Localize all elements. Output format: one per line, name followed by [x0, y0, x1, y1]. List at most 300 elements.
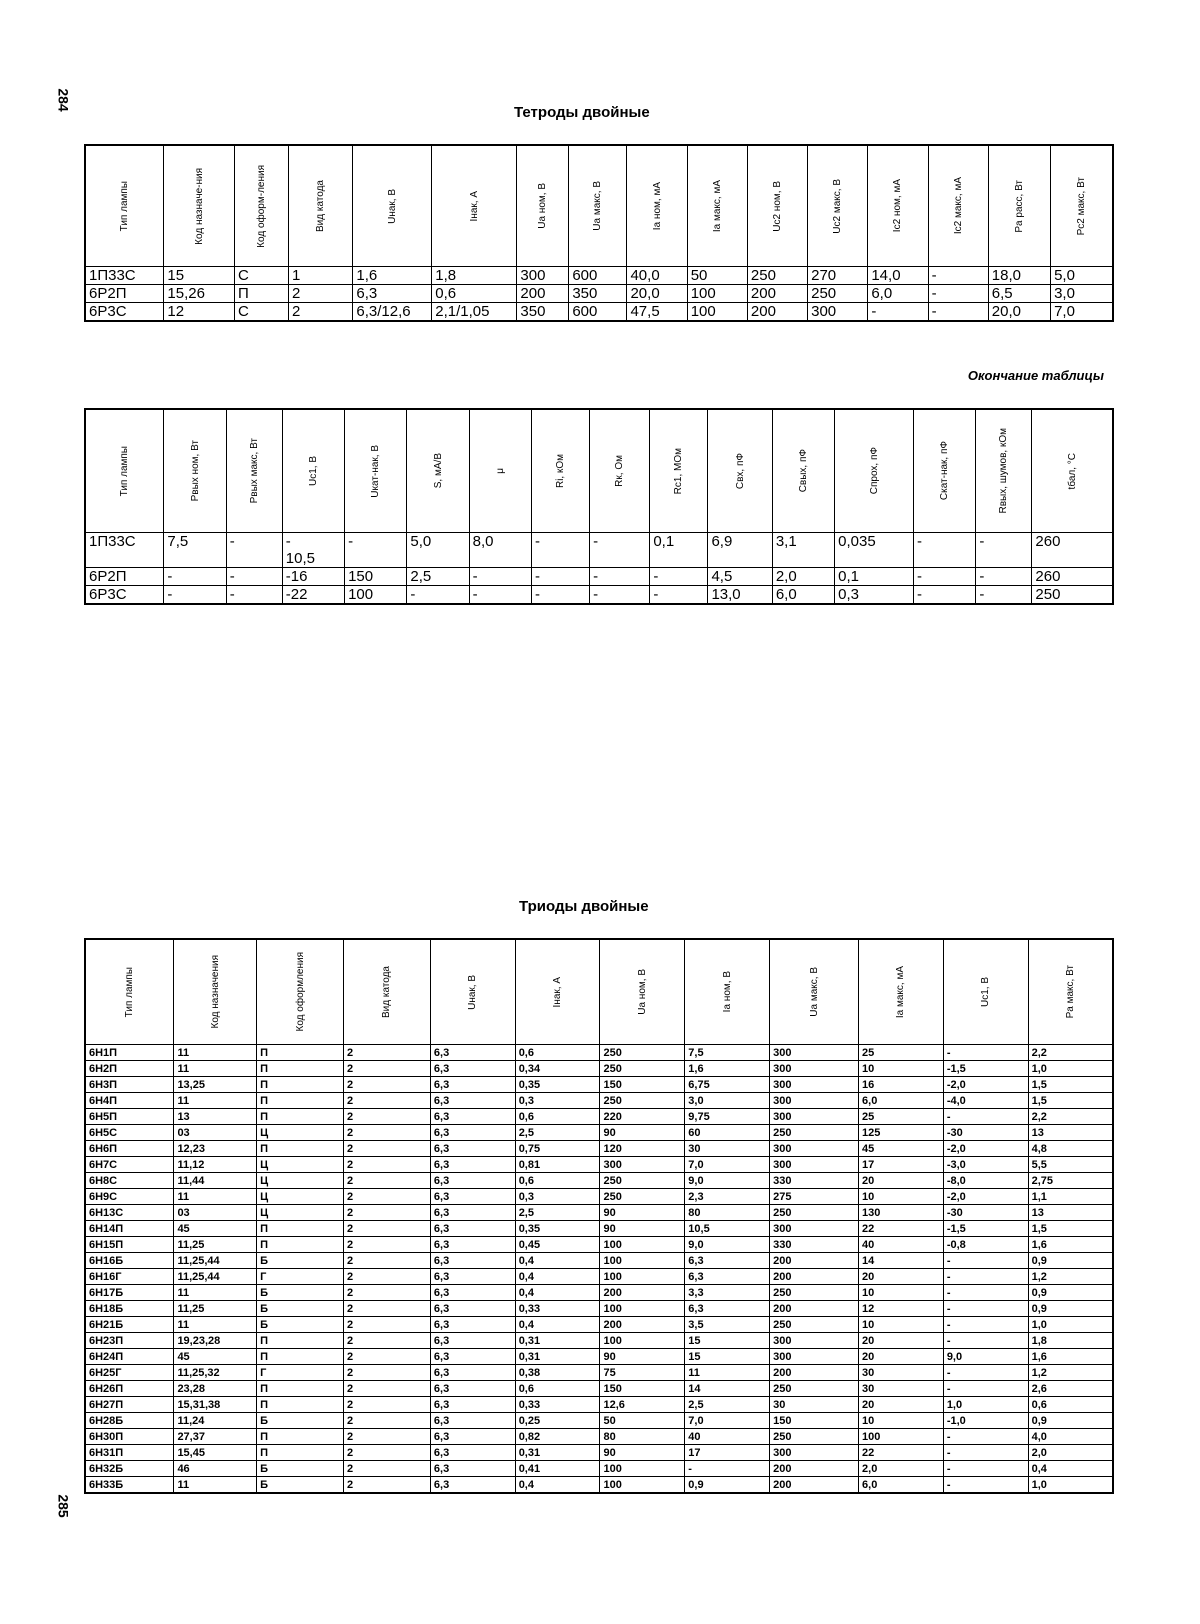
- table-cell: 13,25: [174, 1077, 257, 1093]
- table-cell: 300: [808, 303, 868, 322]
- table-cell: 6,3: [430, 1381, 515, 1397]
- table-cell: 220: [600, 1109, 685, 1125]
- table-cell: Б: [257, 1477, 344, 1494]
- table-cell: 2,1/1,05: [432, 303, 517, 322]
- table-cell: 11,25: [174, 1301, 257, 1317]
- column-header-label: Rс1, МОм: [673, 447, 685, 495]
- column-header: [708, 409, 772, 533]
- lamp-type-cell: 6Н30П: [85, 1429, 174, 1445]
- table-cell: 15,45: [174, 1445, 257, 1461]
- table-row: [85, 1125, 1113, 1141]
- column-header-label: Тип лампы: [124, 966, 136, 1018]
- table-cell: 250: [770, 1125, 859, 1141]
- page-number-bottom: 285: [55, 1494, 72, 1518]
- table-cell: Ц: [257, 1205, 344, 1221]
- table-cell: -: [928, 285, 988, 303]
- table-cell: 250: [770, 1317, 859, 1333]
- column-header: [770, 939, 859, 1045]
- table-row: [85, 267, 1113, 285]
- table-cell: 600: [569, 267, 627, 285]
- table-cell: 2: [344, 1365, 431, 1381]
- column-header: [976, 409, 1032, 533]
- table-cell: 30: [859, 1365, 944, 1381]
- column-header-label: Код назначения: [209, 955, 221, 1029]
- table-cell: -: [943, 1445, 1028, 1461]
- table-cell: Г: [257, 1269, 344, 1285]
- column-header-label: Uа ном, В: [537, 183, 549, 229]
- table-cell: 2: [344, 1061, 431, 1077]
- table-cell: 5,5: [1028, 1157, 1113, 1173]
- table-cell: 2: [344, 1221, 431, 1237]
- table-cell: -: [407, 586, 469, 605]
- column-header-label: Uнак, В: [467, 974, 479, 1010]
- column-header: [627, 145, 687, 267]
- lamp-type-cell: 6Н28Б: [85, 1413, 174, 1429]
- table-cell: 6,3: [430, 1445, 515, 1461]
- table-cell: 6,3: [430, 1461, 515, 1477]
- table-cell: 0,25: [515, 1413, 600, 1429]
- table-cell: 100: [600, 1333, 685, 1349]
- table-cell: 13: [174, 1109, 257, 1125]
- table-cell: 90: [600, 1125, 685, 1141]
- table-cell: -: [590, 568, 650, 586]
- column-header-label: Uа ном, В: [636, 969, 648, 1015]
- table-cell: 250: [600, 1173, 685, 1189]
- lamp-type-cell: 1П33С: [85, 533, 164, 568]
- column-header-label: Uс1, В: [980, 976, 992, 1007]
- table-cell: 300: [517, 267, 569, 285]
- table-cell: -: [943, 1333, 1028, 1349]
- table-cell: 2: [344, 1269, 431, 1285]
- table-cell: 20: [859, 1349, 944, 1365]
- table-cell: 47,5: [627, 303, 687, 322]
- header-row: [85, 409, 1113, 533]
- column-header-label: Вид катода: [315, 179, 327, 232]
- table-row: [85, 1285, 1113, 1301]
- table-cell: 11: [174, 1477, 257, 1494]
- table-row: [85, 1221, 1113, 1237]
- column-header-label: Тип лампы: [119, 180, 131, 232]
- column-header-label: Pвых ном, Вт: [189, 440, 201, 502]
- table-cell: 0,31: [515, 1349, 600, 1365]
- table-cell: 1,2: [1028, 1269, 1113, 1285]
- table-row: [85, 1397, 1113, 1413]
- table-cell: 20: [859, 1333, 944, 1349]
- table-cell: 0,41: [515, 1461, 600, 1477]
- column-header: [928, 145, 988, 267]
- column-header-label: Uс2 ном, В: [772, 180, 784, 232]
- table-cell: Б: [257, 1413, 344, 1429]
- table-row: [85, 1269, 1113, 1285]
- table-row: [85, 1077, 1113, 1093]
- table-cell: 0,35: [515, 1077, 600, 1093]
- lamp-type-cell: 6Р3С: [85, 303, 164, 322]
- table-cell: 6,3: [430, 1349, 515, 1365]
- table-cell: -: [469, 568, 531, 586]
- column-header-label: Uнак, В: [386, 188, 398, 224]
- table-row: [85, 1333, 1113, 1349]
- table-cell: 0,9: [1028, 1301, 1113, 1317]
- table-cell: 10: [859, 1317, 944, 1333]
- table-row: [85, 1413, 1113, 1429]
- column-header-label: Iа макс, мА: [711, 179, 723, 233]
- column-header-label: Iнак, А: [468, 190, 480, 222]
- table-cell: 11,12: [174, 1157, 257, 1173]
- table-cell: 16: [859, 1077, 944, 1093]
- column-header: [590, 409, 650, 533]
- table-cell: 250: [770, 1381, 859, 1397]
- column-header: [164, 145, 235, 267]
- table-row: [85, 1253, 1113, 1269]
- lamp-type-cell: 6Н14П: [85, 1221, 174, 1237]
- table-cell: 2: [344, 1349, 431, 1365]
- column-header: [517, 145, 569, 267]
- table-cell: 6,3: [430, 1093, 515, 1109]
- table-row: [85, 285, 1113, 303]
- lamp-type-cell: 6Р3С: [85, 586, 164, 605]
- table-cell: -: [531, 568, 589, 586]
- table-cell: 90: [600, 1221, 685, 1237]
- table-cell: -: [914, 568, 976, 586]
- column-header-label: Uс1, В: [307, 455, 319, 486]
- table-cell: 7,0: [1051, 303, 1113, 322]
- table-cell: 250: [1032, 586, 1113, 605]
- table-cell: 0,31: [515, 1445, 600, 1461]
- column-header: [772, 409, 834, 533]
- table-cell: 45: [174, 1349, 257, 1365]
- table-cell: 1,8: [432, 267, 517, 285]
- column-header: [914, 409, 976, 533]
- lamp-type-cell: 6Н23П: [85, 1333, 174, 1349]
- table-row: [85, 1461, 1113, 1477]
- table-cell: 0,9: [1028, 1285, 1113, 1301]
- table-cell: 0,81: [515, 1157, 600, 1173]
- table-cell: 300: [770, 1045, 859, 1061]
- lamp-type-cell: 6Н4П: [85, 1093, 174, 1109]
- table-row: [85, 533, 1113, 568]
- table-cell: 150: [600, 1381, 685, 1397]
- table-cell: 12,6: [600, 1397, 685, 1413]
- table-cell: 0,9: [685, 1477, 770, 1494]
- table-cell: -: [928, 303, 988, 322]
- table-cell: 18,0: [988, 267, 1050, 285]
- table-cell: -30: [943, 1205, 1028, 1221]
- table-cell: 6,3: [430, 1125, 515, 1141]
- table-row: [85, 1381, 1113, 1397]
- table-cell: 5,0: [1051, 267, 1113, 285]
- table-cell: 80: [685, 1205, 770, 1221]
- column-header: [515, 939, 600, 1045]
- table-cell: 330: [770, 1237, 859, 1253]
- column-header-label: Код оформления: [294, 952, 306, 1032]
- table-cell: -: [914, 533, 976, 568]
- column-header: [988, 145, 1050, 267]
- table-cell: 350: [517, 303, 569, 322]
- column-header-label: Rвых, шумов, кОм: [998, 428, 1010, 514]
- table-cell: 0,3: [515, 1189, 600, 1205]
- table-cell: 130: [859, 1205, 944, 1221]
- table-cell: 250: [600, 1061, 685, 1077]
- column-header: [430, 939, 515, 1045]
- table-cell: 6,3: [430, 1221, 515, 1237]
- column-header: [1051, 145, 1113, 267]
- table-cell: Г: [257, 1365, 344, 1381]
- table-cell: П: [257, 1349, 344, 1365]
- column-header-label: Pа макс, Вт: [1064, 965, 1076, 1019]
- table-cell: 6,5: [988, 285, 1050, 303]
- column-header: [345, 409, 407, 533]
- table-cell: 2: [344, 1317, 431, 1333]
- page-number-top: 284: [55, 88, 72, 112]
- table-cell: Ц: [257, 1189, 344, 1205]
- table-cell: 11,25: [174, 1237, 257, 1253]
- table-cell: -: [868, 303, 928, 322]
- table-cell: 13: [1028, 1125, 1113, 1141]
- table-cell: 45: [174, 1221, 257, 1237]
- lamp-type-cell: 6Р2П: [85, 568, 164, 586]
- column-header: [174, 939, 257, 1045]
- table-cell: 20,0: [988, 303, 1050, 322]
- table-cell: 14: [859, 1253, 944, 1269]
- lamp-type-cell: 6Н26П: [85, 1381, 174, 1397]
- lamp-type-cell: 6Р2П: [85, 285, 164, 303]
- table-cell: 6,3: [353, 285, 432, 303]
- lamp-type-cell: 6Н13С: [85, 1205, 174, 1221]
- table-cell: 7,5: [685, 1045, 770, 1061]
- triode-params-table: [84, 938, 1114, 1494]
- table-cell: 10: [859, 1061, 944, 1077]
- table-cell: 6,3: [430, 1077, 515, 1093]
- table-cell: 90: [600, 1349, 685, 1365]
- lamp-type-cell: 6Н5С: [85, 1125, 174, 1141]
- table-cell: 6,3: [430, 1413, 515, 1429]
- lamp-type-cell: 6Н24П: [85, 1349, 174, 1365]
- table-cell: Ц: [257, 1157, 344, 1173]
- table-cell: 2: [344, 1461, 431, 1477]
- table-cell: 0,4: [515, 1285, 600, 1301]
- lamp-type-cell: 6Н18Б: [85, 1301, 174, 1317]
- table-cell: Б: [257, 1317, 344, 1333]
- table-cell: 6,3: [430, 1365, 515, 1381]
- table-cell: 0,6: [515, 1109, 600, 1125]
- table-cell: 6,3: [430, 1253, 515, 1269]
- table-cell: 2: [344, 1125, 431, 1141]
- column-header-label: Iа ном, В: [721, 971, 733, 1013]
- table-cell: 6,0: [772, 586, 834, 605]
- table-cell: -1,5: [943, 1221, 1028, 1237]
- table-cell: 300: [770, 1061, 859, 1077]
- column-header-label: Uкат-нак, В: [370, 444, 382, 498]
- table-cell: -: [590, 586, 650, 605]
- table-cell: -: [943, 1461, 1028, 1477]
- table-cell: 4,8: [1028, 1141, 1113, 1157]
- lamp-type-cell: 6Н15П: [85, 1237, 174, 1253]
- table-cell: 45: [859, 1141, 944, 1157]
- table-cell: Б: [257, 1285, 344, 1301]
- table-cell: 2: [344, 1301, 431, 1317]
- column-header-label: Rк, Ом: [614, 455, 626, 487]
- table-cell: 6,3: [430, 1189, 515, 1205]
- table-cell: 150: [345, 568, 407, 586]
- table-cell: 03: [174, 1125, 257, 1141]
- table-cell: 4,0: [1028, 1429, 1113, 1445]
- table-cell: П: [257, 1077, 344, 1093]
- column-header: [747, 145, 807, 267]
- table-cell: 2: [344, 1333, 431, 1349]
- table-cell: 250: [600, 1189, 685, 1205]
- table-row: [85, 1445, 1113, 1461]
- table-cell: 9,0: [685, 1237, 770, 1253]
- table-cell: 11: [174, 1061, 257, 1077]
- table-cell: 90: [600, 1205, 685, 1221]
- table-cell: 10: [859, 1189, 944, 1205]
- column-header: [85, 939, 174, 1045]
- column-header: [85, 145, 164, 267]
- table-row: [85, 1365, 1113, 1381]
- table-cell: 2: [344, 1157, 431, 1173]
- table-cell: -: [943, 1477, 1028, 1494]
- table-cell: -: [943, 1253, 1028, 1269]
- table-cell: 6,3: [430, 1285, 515, 1301]
- table-cell: 275: [770, 1189, 859, 1205]
- table-cell: 250: [770, 1429, 859, 1445]
- table-cell: 40,0: [627, 267, 687, 285]
- table-cell: 10,5: [685, 1221, 770, 1237]
- table-cell: -: [590, 533, 650, 568]
- column-header-label: Iнак, А: [552, 976, 564, 1008]
- table-cell: 0,82: [515, 1429, 600, 1445]
- table-cell: 6,3: [430, 1317, 515, 1333]
- table-cell: 200: [770, 1301, 859, 1317]
- table-row: [85, 1317, 1113, 1333]
- table-cell: -22: [282, 586, 344, 605]
- table-cell: 20: [859, 1269, 944, 1285]
- table-cell: 0,35: [515, 1221, 600, 1237]
- table-cell: 3,5: [685, 1317, 770, 1333]
- table-cell: 150: [600, 1077, 685, 1093]
- table-cell: 14: [685, 1381, 770, 1397]
- table-cell: 11: [174, 1189, 257, 1205]
- table-cell: 2,75: [1028, 1173, 1113, 1189]
- table-cell: 300: [770, 1157, 859, 1173]
- table-cell: 200: [600, 1285, 685, 1301]
- column-header: [531, 409, 589, 533]
- table-cell: 0,035: [835, 533, 914, 568]
- table-cell: 6,75: [685, 1077, 770, 1093]
- table-cell: -: [943, 1269, 1028, 1285]
- table-cell: 1,8: [1028, 1333, 1113, 1349]
- table-cell: 300: [770, 1349, 859, 1365]
- table-row: [85, 1093, 1113, 1109]
- table-cell: 2: [289, 285, 353, 303]
- table-cell: 2: [344, 1077, 431, 1093]
- table-cell: -: [943, 1365, 1028, 1381]
- table-cell: -: [943, 1285, 1028, 1301]
- table-cell: 46: [174, 1461, 257, 1477]
- table-row: [85, 1109, 1113, 1125]
- lamp-type-cell: 6Н33Б: [85, 1477, 174, 1494]
- table-cell: -: [164, 586, 226, 605]
- column-header: [859, 939, 944, 1045]
- table-cell: 5,0: [407, 533, 469, 568]
- table-cell: 0,31: [515, 1333, 600, 1349]
- table-cell: 6,3: [430, 1301, 515, 1317]
- table-cell: 11,25,44: [174, 1253, 257, 1269]
- table-cell: 0,33: [515, 1301, 600, 1317]
- column-header-label: Тип лампы: [119, 445, 131, 497]
- table-cell: 11: [174, 1093, 257, 1109]
- table-cell: 2,0: [772, 568, 834, 586]
- table-cell: 11: [174, 1317, 257, 1333]
- table-cell: 11,24: [174, 1413, 257, 1429]
- table-cell: 2,0: [859, 1461, 944, 1477]
- table-cell: 2,5: [515, 1205, 600, 1221]
- table-row: [85, 1477, 1113, 1494]
- table-cell: П: [257, 1445, 344, 1461]
- table-cell: 12: [164, 303, 235, 322]
- table-cell: 20: [859, 1397, 944, 1413]
- column-header: [808, 145, 868, 267]
- table-cell: 60: [685, 1125, 770, 1141]
- table-cell: 2,5: [685, 1397, 770, 1413]
- column-header: [868, 145, 928, 267]
- table-cell: -: [226, 568, 282, 586]
- table-cell: 1,0: [943, 1397, 1028, 1413]
- table-cell: 30: [859, 1381, 944, 1397]
- table-cell: 300: [770, 1093, 859, 1109]
- table-cell: П: [257, 1397, 344, 1413]
- table-row: [85, 1141, 1113, 1157]
- table-cell: П: [257, 1045, 344, 1061]
- table-cell: П: [257, 1333, 344, 1349]
- table-cell: 100: [687, 285, 747, 303]
- table-cell: 2: [344, 1429, 431, 1445]
- table-cell: 2,2: [1028, 1109, 1113, 1125]
- lamp-type-cell: 6Н3П: [85, 1077, 174, 1093]
- table-cell: -1,5: [943, 1061, 1028, 1077]
- table-cell: -16: [282, 568, 344, 586]
- table-cell: -4,0: [943, 1093, 1028, 1109]
- section-title-triodes: Триоды двойные: [519, 898, 649, 915]
- table-cell: 100: [687, 303, 747, 322]
- table-cell: Ц: [257, 1173, 344, 1189]
- table-cell: 15,26: [164, 285, 235, 303]
- continuation-note: Окончание таблицы: [967, 368, 1104, 383]
- column-header-label: Uа макс, В: [808, 967, 820, 1017]
- table-cell: 3,0: [685, 1093, 770, 1109]
- table-cell: 2: [344, 1477, 431, 1494]
- table-cell: 250: [808, 285, 868, 303]
- table-cell: 6,3: [430, 1333, 515, 1349]
- column-header-label: Cвх, пФ: [734, 452, 746, 490]
- table-cell: 250: [770, 1205, 859, 1221]
- table-cell: 15,31,38: [174, 1397, 257, 1413]
- column-header: [569, 145, 627, 267]
- table-cell: 200: [770, 1253, 859, 1269]
- column-header-label: tбал, °С: [1066, 452, 1078, 490]
- table-cell: 0,38: [515, 1365, 600, 1381]
- column-header-label: Код оформ-ления: [256, 164, 267, 248]
- table-cell: 260: [1032, 568, 1113, 586]
- table-cell: П: [235, 285, 289, 303]
- table-cell: 200: [747, 285, 807, 303]
- column-header-label: Pа расс, Вт: [1013, 179, 1025, 233]
- table-cell: -: [531, 586, 589, 605]
- table-cell: -1,0: [943, 1413, 1028, 1429]
- lamp-type-cell: 1П33С: [85, 267, 164, 285]
- table-cell: С: [235, 303, 289, 322]
- table-row: [85, 568, 1113, 586]
